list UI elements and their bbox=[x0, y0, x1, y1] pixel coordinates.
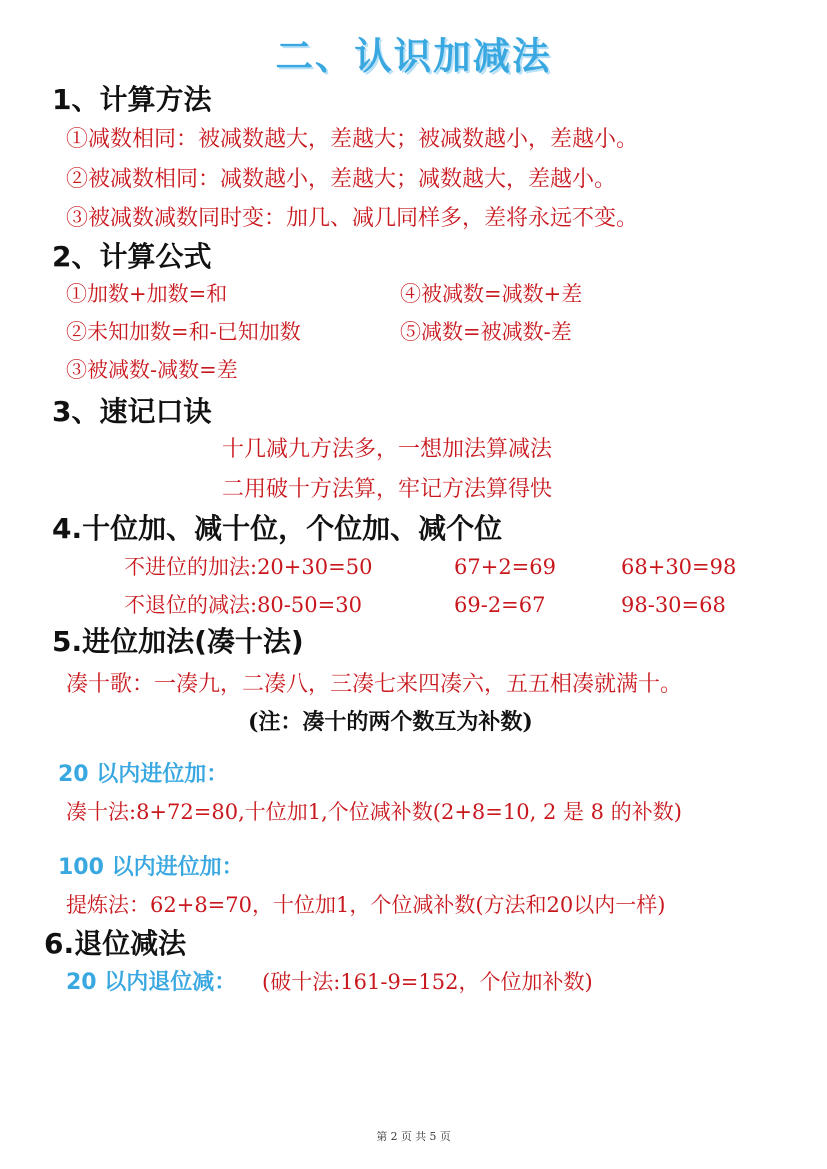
within-100-carry-label: 100 以内进位加： bbox=[58, 855, 244, 880]
no-carry-add-example-3: 68+30=98 bbox=[621, 555, 737, 579]
within-20-borrow-label: 20 以内退位减： bbox=[66, 970, 237, 995]
formula-4: ④被减数=减数+差 bbox=[400, 282, 583, 306]
rhyme-line-2: 二用破十方法算，牢记方法算得快 bbox=[222, 477, 553, 502]
within-100-carry-text: 提炼法：62+8=70，十位加1，个位减补数(方法和20以内一样) bbox=[66, 893, 666, 917]
rhyme-line-1: 十几减九方法多，一想加法算减法 bbox=[222, 437, 553, 462]
no-borrow-sub-example-3: 98-30=68 bbox=[621, 593, 726, 617]
no-borrow-sub-example: 不退位的减法:80-50=30 bbox=[124, 593, 362, 617]
no-borrow-sub-example-2: 69-2=67 bbox=[454, 593, 546, 617]
section-3-heading: 3、速记口诀 bbox=[52, 395, 212, 428]
section-2-heading: 2、计算公式 bbox=[52, 240, 212, 273]
within-20-carry-label: 20 以内进位加： bbox=[58, 762, 229, 787]
section-4-heading: 4.十位加、减十位，个位加、减个位 bbox=[52, 512, 503, 545]
section-1-heading: 1、计算方法 bbox=[52, 83, 212, 116]
formula-1: ①加数+加数=和 bbox=[66, 282, 228, 306]
within-20-carry-text: 凑十法:8+72=80,十位加1,个位减补数(2+8=10, 2 是 8 的补数) bbox=[66, 800, 682, 824]
section-6-heading: 6.退位减法 bbox=[44, 927, 187, 960]
formula-3: ③被减数-减数=差 bbox=[66, 358, 238, 382]
make-ten-song: 凑十歌：一凑九，二凑八，三凑七来四凑六，五五相凑就满十。 bbox=[66, 672, 683, 697]
rule-3: ③被减数减数同时变：加几、减几同样多，差将永远不变。 bbox=[66, 206, 639, 231]
rule-2: ②被减数相同：减数越小，差越大；减数越大，差越小。 bbox=[66, 167, 617, 192]
formula-2: ②未知加数=和-已知加数 bbox=[66, 320, 301, 344]
page-footer: 第 2 页 共 5 页 bbox=[376, 1130, 451, 1143]
formula-5: ⑤减数=被减数-差 bbox=[400, 320, 572, 344]
rule-1: ①减数相同：被减数越大，差越大；被减数越小，差越小。 bbox=[66, 127, 639, 152]
no-carry-add-example-2: 67+2=69 bbox=[454, 555, 556, 579]
make-ten-note: (注：凑十的两个数互为补数) bbox=[248, 709, 533, 735]
section-5-heading: 5.进位加法(凑十法) bbox=[52, 625, 304, 658]
no-carry-add-example: 不进位的加法:20+30=50 bbox=[124, 555, 373, 579]
within-20-borrow-text: (破十法:161-9=152，个位加补数) bbox=[262, 970, 593, 994]
page-title: 二、认识加减法 bbox=[275, 34, 552, 78]
